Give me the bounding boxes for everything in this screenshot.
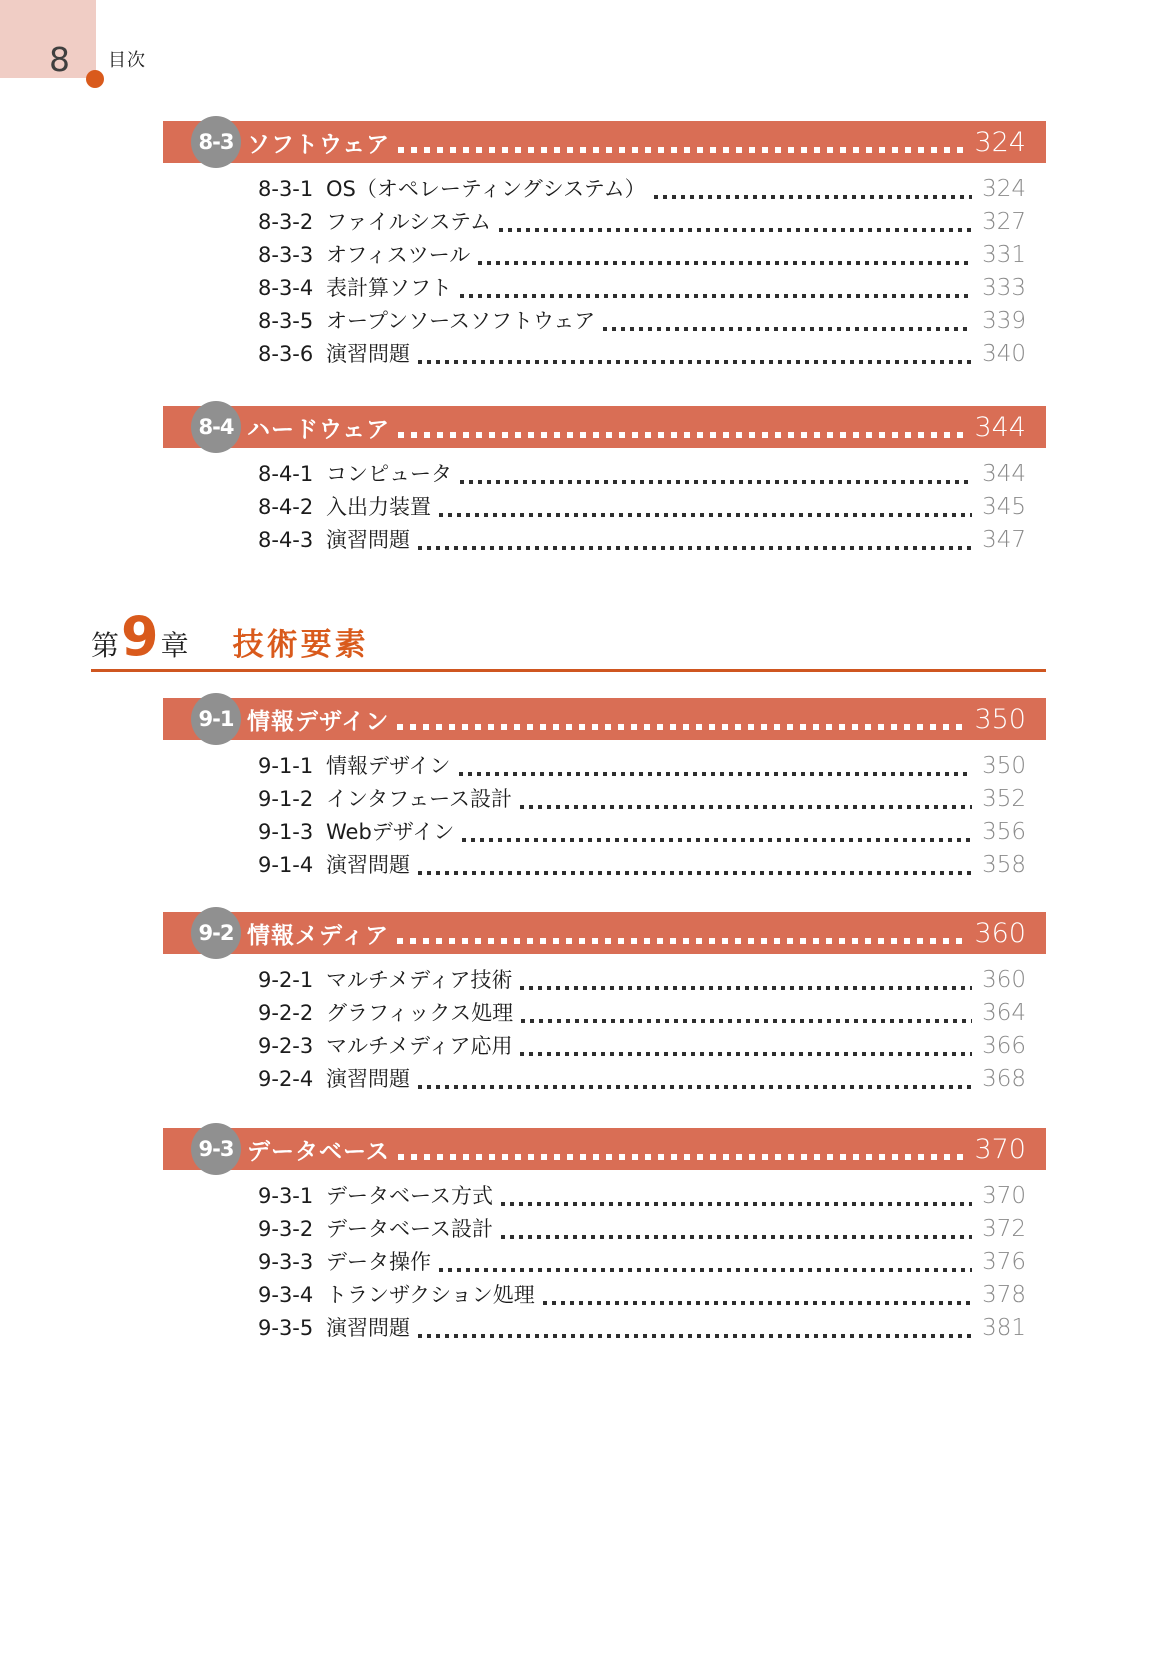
entry-number: 9-3-1 (258, 1184, 314, 1208)
toc-entry-row (163, 206, 1046, 239)
toc-entry-row (163, 1246, 1046, 1279)
entry-title: 演習問題 (326, 1067, 410, 1091)
entry-number: 8-3-2 (258, 210, 314, 234)
toc-entry-row (163, 964, 1046, 997)
entry-title: 演習問題 (326, 528, 410, 552)
chapter-prefix: 第 (91, 629, 120, 662)
entry-number: 8-3-1 (258, 177, 314, 201)
entry-title: OS（オペレーティングシステム） (326, 177, 646, 201)
dot-leader (418, 360, 972, 364)
section-title: 情報メディア (247, 922, 390, 949)
entry-title: 表計算ソフト (326, 276, 452, 300)
entry-title: インタフェース設計 (326, 787, 513, 811)
section-page-number: 324 (974, 126, 1026, 158)
dot-leader (397, 724, 964, 730)
entry-page-number: 372 (982, 1216, 1026, 1242)
toc-entry-row (163, 750, 1046, 783)
corner-dot-icon (86, 70, 104, 88)
dot-leader (398, 147, 964, 153)
toc-section (163, 1128, 1046, 1345)
section-page-number: 350 (974, 703, 1026, 735)
entry-number: 9-3-5 (258, 1316, 314, 1340)
toc-entry-row (163, 1180, 1046, 1213)
entry-page-number: 340 (982, 341, 1026, 367)
dot-leader (439, 1268, 972, 1272)
entry-title: Webデザイン (326, 820, 455, 844)
entry-page-number: 358 (982, 852, 1026, 878)
section-badge (191, 401, 241, 453)
toc-entry-row (163, 1063, 1046, 1096)
dot-leader (418, 1085, 972, 1089)
dot-leader (462, 838, 972, 842)
toc-entry-row (163, 849, 1046, 882)
entry-title: 演習問題 (326, 342, 410, 366)
chapter-number: 9 (121, 605, 159, 668)
dot-leader (398, 432, 964, 438)
section-item-list (163, 173, 1046, 371)
entry-page-number: 360 (982, 967, 1026, 993)
section-badge-label: 8-3 (198, 130, 234, 154)
entry-page-number: 339 (982, 308, 1026, 334)
entry-number: 9-2-4 (258, 1067, 314, 1091)
entry-page-number: 381 (982, 1315, 1026, 1341)
toc-section (163, 698, 1046, 882)
section-page-number: 370 (974, 1133, 1026, 1165)
entry-title: マルチメディア応用 (326, 1034, 513, 1058)
section-title: 情報デザイン (247, 708, 390, 735)
dot-leader (439, 513, 972, 517)
entry-page-number: 370 (982, 1183, 1026, 1209)
toc-entry-row (163, 1279, 1046, 1312)
entry-number: 8-3-3 (258, 243, 314, 267)
header-label: 目次 (108, 50, 146, 71)
entry-page-number: 378 (982, 1282, 1026, 1308)
section-item-list (163, 750, 1046, 882)
dot-leader (460, 294, 972, 298)
entry-number: 9-3-2 (258, 1217, 314, 1241)
corner-folio-box (0, 0, 96, 78)
section-item-list (163, 458, 1046, 557)
entry-page-number: 331 (982, 242, 1026, 268)
section-badge (191, 693, 241, 745)
entry-title: 入出力装置 (326, 495, 431, 519)
entry-page-number: 350 (982, 753, 1026, 779)
entry-title: トランザクション処理 (326, 1283, 535, 1307)
entry-number: 9-2-1 (258, 968, 314, 992)
chapter-suffix: 章 (160, 629, 189, 662)
entry-number: 9-3-3 (258, 1250, 314, 1274)
entry-number: 8-4-1 (258, 462, 314, 486)
chapter-title: 技術要素 (232, 627, 369, 663)
chapter-heading (91, 596, 1046, 672)
section-bar (163, 698, 1046, 740)
entry-number: 9-1-4 (258, 853, 314, 877)
toc-section (163, 121, 1046, 371)
entry-number: 8-4-3 (258, 528, 314, 552)
entry-number: 8-4-2 (258, 495, 314, 519)
dot-leader (654, 195, 972, 199)
section-bar (163, 406, 1046, 448)
dot-leader (520, 805, 972, 809)
section-badge-label: 9-2 (198, 921, 234, 945)
entry-title: オフィスツール (326, 243, 471, 267)
section-title: ソフトウェア (247, 131, 391, 158)
entry-page-number: 345 (982, 494, 1026, 520)
entry-page-number: 364 (982, 1000, 1026, 1026)
toc-entry-row (163, 458, 1046, 491)
entry-number: 9-1-1 (258, 754, 314, 778)
dot-leader (460, 480, 972, 484)
section-page-number: 360 (974, 917, 1026, 949)
dot-leader (501, 1235, 972, 1239)
section-page-number: 344 (974, 411, 1026, 443)
section-bar (163, 912, 1046, 954)
entry-title: 演習問題 (326, 853, 410, 877)
section-badge (191, 907, 241, 959)
dot-leader (501, 1202, 972, 1206)
section-badge (191, 1123, 241, 1175)
toc-entry-row (163, 491, 1046, 524)
dot-leader (520, 986, 972, 990)
page-number: 8 (49, 40, 70, 79)
entry-page-number: 376 (982, 1249, 1026, 1275)
section-title: データベース (247, 1138, 390, 1165)
entry-number: 9-3-4 (258, 1283, 314, 1307)
dot-leader (499, 228, 972, 232)
dot-leader (397, 938, 964, 944)
dot-leader (418, 871, 972, 875)
entry-title: グラフィックス処理 (326, 1001, 514, 1025)
toc-entry-row (163, 524, 1046, 557)
entry-number: 9-2-2 (258, 1001, 314, 1025)
dot-leader (521, 1019, 972, 1023)
toc-entry-row (163, 1213, 1046, 1246)
dot-leader (418, 1334, 972, 1338)
toc-entry-row (163, 338, 1046, 371)
toc-entry-row (163, 1030, 1046, 1063)
entry-title: データベース設計 (326, 1217, 493, 1241)
entry-page-number: 356 (982, 819, 1026, 845)
entry-title: マルチメディア技術 (326, 968, 513, 992)
section-bar (163, 121, 1046, 163)
toc-section (163, 406, 1046, 557)
entry-title: 演習問題 (326, 1316, 410, 1340)
entry-page-number: 324 (982, 176, 1026, 202)
section-item-list (163, 964, 1046, 1096)
section-badge-label: 8-4 (198, 415, 234, 439)
toc-entry-row (163, 173, 1046, 206)
dot-leader (543, 1301, 972, 1305)
entry-title: コンピュータ (326, 462, 452, 486)
entry-number: 9-1-3 (258, 820, 314, 844)
entry-number: 9-2-3 (258, 1034, 314, 1058)
entry-page-number: 333 (982, 275, 1026, 301)
toc-entry-row (163, 239, 1046, 272)
entry-page-number: 352 (982, 786, 1026, 812)
section-bar (163, 1128, 1046, 1170)
entry-number: 8-3-6 (258, 342, 314, 366)
dot-leader (459, 772, 972, 776)
dot-leader (478, 261, 972, 265)
entry-number: 8-3-4 (258, 276, 314, 300)
dot-leader (418, 546, 972, 550)
entry-page-number: 368 (982, 1066, 1026, 1092)
section-badge-label: 9-3 (198, 1137, 234, 1161)
entry-title: ファイルシステム (326, 210, 491, 234)
dot-leader (603, 327, 972, 331)
entry-title: データベース方式 (326, 1184, 493, 1208)
dot-leader (520, 1052, 972, 1056)
toc-entry-row (163, 783, 1046, 816)
dot-leader (398, 1154, 965, 1160)
toc-entry-row (163, 305, 1046, 338)
toc-section (163, 912, 1046, 1096)
section-badge-label: 9-1 (198, 707, 234, 731)
entry-title: データ操作 (326, 1250, 431, 1274)
entry-number: 9-1-2 (258, 787, 314, 811)
section-item-list (163, 1180, 1046, 1345)
section-badge (191, 116, 241, 168)
toc-entry-row (163, 272, 1046, 305)
entry-page-number: 327 (982, 209, 1026, 235)
toc-entry-row (163, 1312, 1046, 1345)
entry-page-number: 347 (982, 527, 1026, 553)
section-title: ハードウェア (247, 416, 391, 443)
entry-number: 8-3-5 (258, 309, 314, 333)
entry-page-number: 366 (982, 1033, 1026, 1059)
entry-title: オープンソースソフトウェア (326, 309, 596, 333)
toc-entry-row (163, 816, 1046, 849)
entry-page-number: 344 (982, 461, 1026, 487)
toc-entry-row (163, 997, 1046, 1030)
entry-title: 情報デザイン (326, 754, 451, 778)
